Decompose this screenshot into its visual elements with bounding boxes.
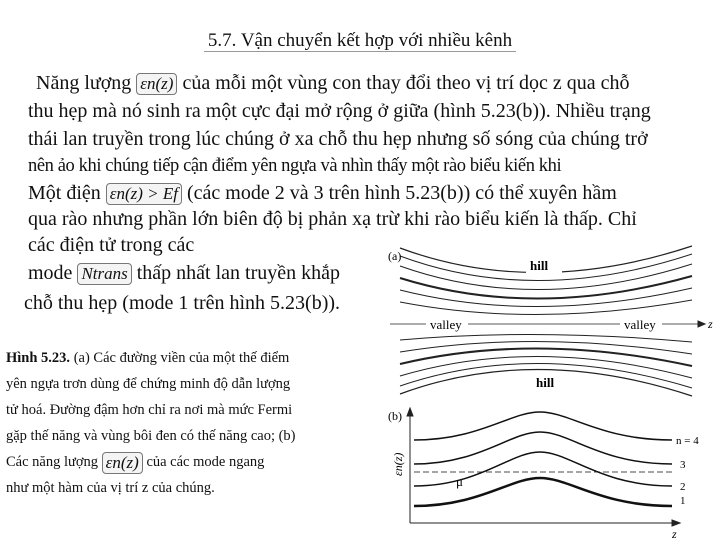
valley-left-label: valley: [430, 317, 462, 332]
axis-y-label: εn(z): [391, 452, 405, 476]
caption-label: Hình 5.23.: [6, 350, 71, 366]
panel-b-label: (b): [388, 409, 402, 423]
figure-5-23: [380, 240, 720, 540]
mode-label-3: 3: [680, 459, 686, 471]
axis-z-b: z: [672, 527, 677, 540]
ntrans-formula: Ntrans: [77, 263, 131, 285]
body-line-9: chỗ thu hẹp (mode 1 trên hình 5.23(b)).: [24, 292, 341, 314]
mode-label-4: n = 4: [676, 435, 699, 447]
mode-curves: [414, 412, 672, 506]
body-line-8: mode Ntrans thấp nhất lan truyền khắp: [28, 262, 341, 284]
mode-label-2: 2: [680, 481, 686, 493]
body-line-5: Một điện εn(z) > Ef (các mode 2 và 3 trên hình 5.23(b)) có thể xuyên hầm: [28, 182, 617, 204]
figure-svg: [380, 240, 720, 540]
fermi-level-label: μ: [456, 474, 463, 489]
energy-formula: εn(z): [136, 73, 177, 95]
hill-bottom-label: hill: [536, 375, 555, 390]
mode-label-1: 1: [680, 495, 686, 507]
body-line-1: Năng lượng εn(z) của mỗi một vùng con thay đổi theo vị trí dọc z qua chỗ: [36, 72, 630, 94]
axis-z-a: z: [708, 317, 713, 331]
body-line-6: qua rào nhưng phần lớn biên độ bị phản xạ trừ khi rào biểu kiến là thấp. Chỉ: [28, 208, 637, 230]
panel-a-label: (a): [388, 249, 402, 263]
body-line-2: thu hẹp mà nó sinh ra một cực đại mở rộng ở giữa (hình 5.23(b)). Nhiều trạng: [28, 100, 651, 122]
body-line-4: nên ảo khi chúng tiếp cận điểm yên ngựa và nhìn thấy một rào biểu kiến khi: [28, 156, 562, 176]
page-title: 5.7. Vận chuyển kết hợp với nhiều kênh: [0, 30, 720, 52]
energy-inequality: εn(z) > Ef: [106, 183, 182, 205]
hill-top-label: hill: [530, 258, 549, 273]
body-line-3: thái lan truyền trong lúc chúng ở xa chỗ thu hẹp nhưng số sóng của chúng trở: [28, 128, 648, 150]
figure-caption: Hình 5.23. (a) Các đường viền của một thế điểm yên ngựa trơn dùng để chứng minh độ dẫn lượng tử hoá. Đường đậm hơn chỉ ra nơi mà mức Fermi gặp thế năng và vùng bôi đen có thế năng cao; (b) Các năng lượng εn(z) của các mode ngang như một hàm của vị trí z của chúng.: [6, 350, 296, 496]
valley-right-label: valley: [624, 317, 656, 332]
panel-b-axes: [407, 408, 680, 526]
body-line-7: các điện tử trong các: [28, 234, 195, 256]
caption-energy-formula: εn(z): [102, 452, 143, 474]
